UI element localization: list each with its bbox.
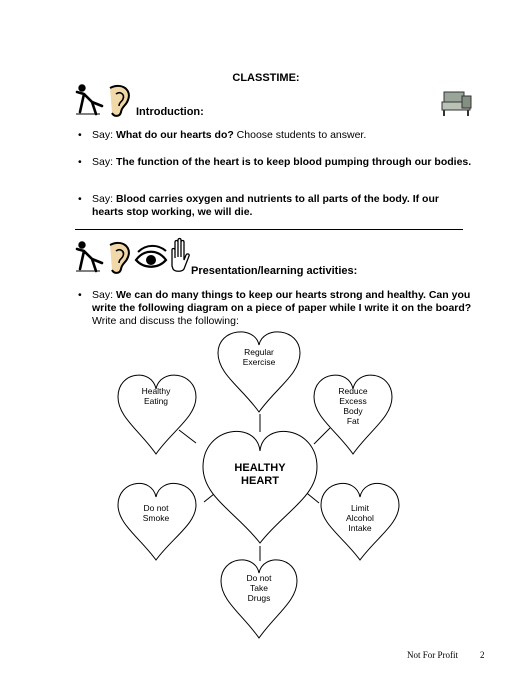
heart-healthy-eating <box>118 375 196 454</box>
heart-label-line: Body <box>343 406 363 416</box>
heart-label-line: Fat <box>346 416 360 426</box>
presentation-heading: Presentation/learning activities: <box>191 265 358 277</box>
heart-label-line: Excess <box>339 396 367 406</box>
heart-label-line: Do not <box>143 503 169 513</box>
page-number: 2 <box>480 650 485 660</box>
heart-label-line: Regular <box>244 347 274 357</box>
heart-label-line: Alcohol <box>346 513 374 523</box>
heart-label-line: Healthy <box>141 386 171 396</box>
heart-limit-alcohol-intake <box>321 483 399 560</box>
heart-label-line: Exercise <box>242 357 276 367</box>
heart-healthy-heart <box>203 431 317 543</box>
heart-label-line: Limit <box>351 503 369 513</box>
heart-regular-exercise <box>218 332 300 412</box>
heart-label-line: Smoke <box>142 513 170 523</box>
heart-label-line: Do not <box>246 573 272 583</box>
heart-label-line: Drugs <box>247 593 271 603</box>
heart-label-line: Reduce <box>338 386 368 396</box>
connector-line <box>179 430 196 443</box>
connector-line <box>314 428 330 444</box>
heart-reduce-excess-body-fat <box>314 375 392 454</box>
heart-label-line: Intake <box>348 523 372 533</box>
heart-label-line: Eating <box>143 396 169 406</box>
heart-label-line: HEALTHY <box>234 462 286 474</box>
intro-bullet-3: • Say: Blood carries oxygen and nutrients to all parts of the body. If our hearts stop working, we will die. <box>78 193 439 218</box>
intro-heading: Introduction: <box>136 106 204 118</box>
heart-do-not-take-drugs <box>221 560 297 638</box>
page-title: CLASSTIME: <box>232 72 300 84</box>
intro-bullet-1: • Say: What do our hearts do? Choose students to answer. <box>78 129 367 141</box>
heart-do-not-smoke <box>118 483 196 560</box>
heart-label-line: HEART <box>241 475 279 487</box>
footer-note: Not For Profit <box>407 650 459 660</box>
heart-label-line: Take <box>250 583 268 593</box>
intro-bullet-2: • Say: The function of the heart is to keep blood pumping through our bodies. <box>78 156 472 168</box>
presentation-bullet-1: • Say: We can do many things to keep our hearts strong and healthy. Can you write the following diagram on a piece of paper while I write it on the board? Write and discuss the following: <box>78 289 472 327</box>
